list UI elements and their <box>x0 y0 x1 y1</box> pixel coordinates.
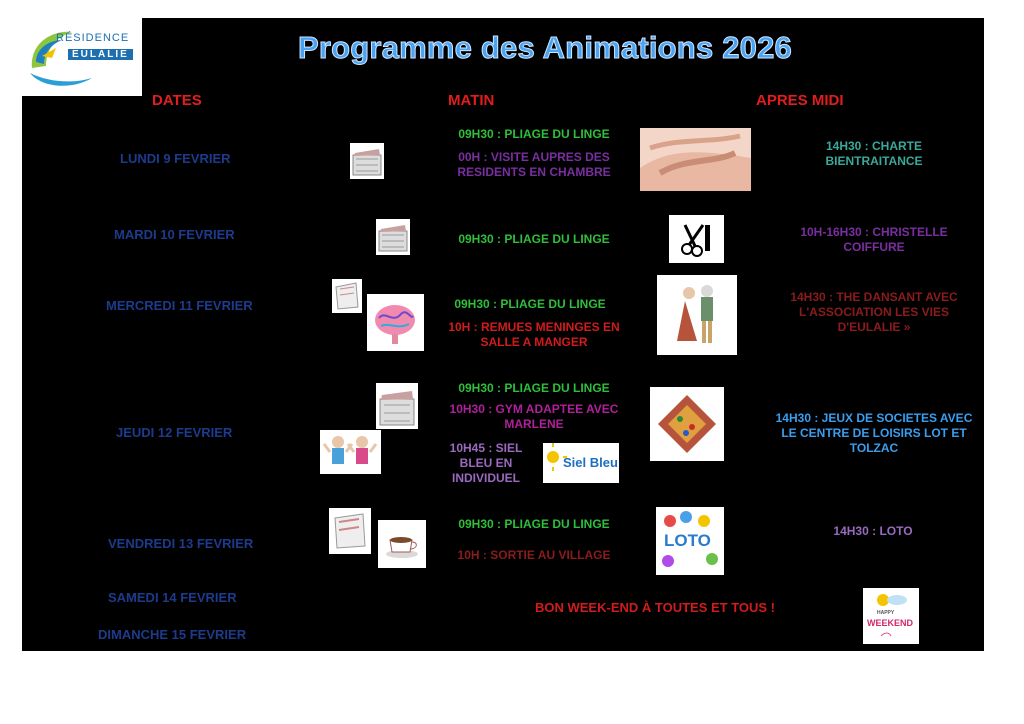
matin-row-1-line-2: 00H : VISITE AUPRES DES RESIDENTS EN CHAMBRE <box>457 150 611 179</box>
gym-image <box>320 430 381 474</box>
loto-image <box>656 507 724 575</box>
date-row-4: JEUDI 12 FEVRIER <box>116 425 233 440</box>
date-row-1: LUNDI 9 FEVRIER <box>120 151 231 166</box>
residence-logo <box>22 18 142 96</box>
siel-bleu-logo <box>543 443 619 483</box>
apres-midi-row-1: 14H30 : CHARTE BIENTRAITANCE <box>825 139 923 168</box>
date-row-5: VENDREDI 13 FEVRIER <box>108 536 254 551</box>
date-row-3: MERCREDI 11 FEVRIER <box>106 298 253 313</box>
laundry-image <box>329 508 371 554</box>
laundry-image <box>350 143 384 179</box>
date-samedi: SAMEDI 14 FEVRIER <box>108 590 237 605</box>
board-games-image <box>650 387 724 461</box>
apres-midi-row-5: 14H30 : LOTO <box>833 524 913 538</box>
logo-line1: RÉSIDENCE <box>56 32 130 44</box>
laundry-image <box>376 383 418 429</box>
matin-row-2-line-1: 09H30 : PLIAGE DU LINGE <box>458 232 610 246</box>
laundry-basket-icon <box>376 383 418 429</box>
matin-row-5-line-2: 10H : SORTIE AU VILLAGE <box>457 548 611 562</box>
matin-row-3-line-1: 09H30 : PLIAGE DU LINGE <box>454 297 606 311</box>
weekend-message: BON WEEK-END À TOUTES ET TOUS ! <box>534 600 776 615</box>
matin-row-3-line-2: 10H : REMUES MENINGES EN SALLE A MANGER <box>448 320 620 349</box>
hands-image <box>640 128 751 191</box>
laundry-folded-icon <box>329 508 371 554</box>
page-title: Programme des Animations 2026 <box>298 30 792 65</box>
matin-row-1-line-1: 09H30 : PLIAGE DU LINGE <box>458 127 610 141</box>
date-row-2: MARDI 10 FEVRIER <box>114 227 235 242</box>
apres-midi-row-3: 14H30 : THE DANSANT AVEC L'ASSOCIATION LES VIES D'EULALIE » <box>790 290 958 334</box>
happy-weekend-image <box>863 588 919 644</box>
seniors-exercise-icon <box>320 430 381 474</box>
coffee-cup-icon <box>378 520 426 568</box>
laundry-folded-icon <box>332 279 362 313</box>
logo-line2: EULALIE <box>68 49 133 60</box>
happy-label: HAPPY <box>877 610 895 616</box>
hands-photo-icon <box>640 128 751 191</box>
header-matin: MATIN <box>448 92 495 109</box>
laundry-image <box>376 219 410 255</box>
board-games-icon <box>650 387 724 461</box>
sun-cloud-icon <box>863 588 919 644</box>
matin-row-5-line-1: 09H30 : PLIAGE DU LINGE <box>458 517 610 531</box>
date-dimanche: DIMANCHE 15 FEVRIER <box>98 627 247 642</box>
siel-bleu-label: Siel Bleu <box>563 455 618 470</box>
coffee-image <box>378 520 426 568</box>
header-apres-midi: APRES MIDI <box>756 92 844 109</box>
laundry-basket-icon <box>376 219 410 255</box>
loto-label: LOTO <box>664 531 711 550</box>
matin-row-4-line-2: 10H30 : GYM ADAPTEE AVEC MARLENE <box>449 402 619 431</box>
header-dates: DATES <box>152 92 202 109</box>
apres-midi-row-2: 10H-16H30 : CHRISTELLE COIFFURE <box>800 225 948 254</box>
matin-row-4-line-1: 09H30 : PLIAGE DU LINGE <box>458 381 610 395</box>
matin-row-4-line-3: 10H45 : SIEL BLEU EN INDIVIDUEL <box>449 441 523 485</box>
laundry-image <box>332 279 362 313</box>
dancing-couple-icon <box>657 275 737 355</box>
apres-midi-row-4: 14H30 : JEUX DE SOCIETES AVEC LE CENTRE DE LOISIRS LOT ET TOLZAC <box>775 411 973 455</box>
laundry-basket-icon <box>350 143 384 179</box>
scissors-image <box>669 215 724 263</box>
brain-image <box>367 294 424 351</box>
scissors-comb-icon <box>669 215 724 263</box>
dancing-couple-image <box>657 275 737 355</box>
brain-icon <box>367 294 424 351</box>
weekend-label: WEEKEND <box>867 618 914 628</box>
